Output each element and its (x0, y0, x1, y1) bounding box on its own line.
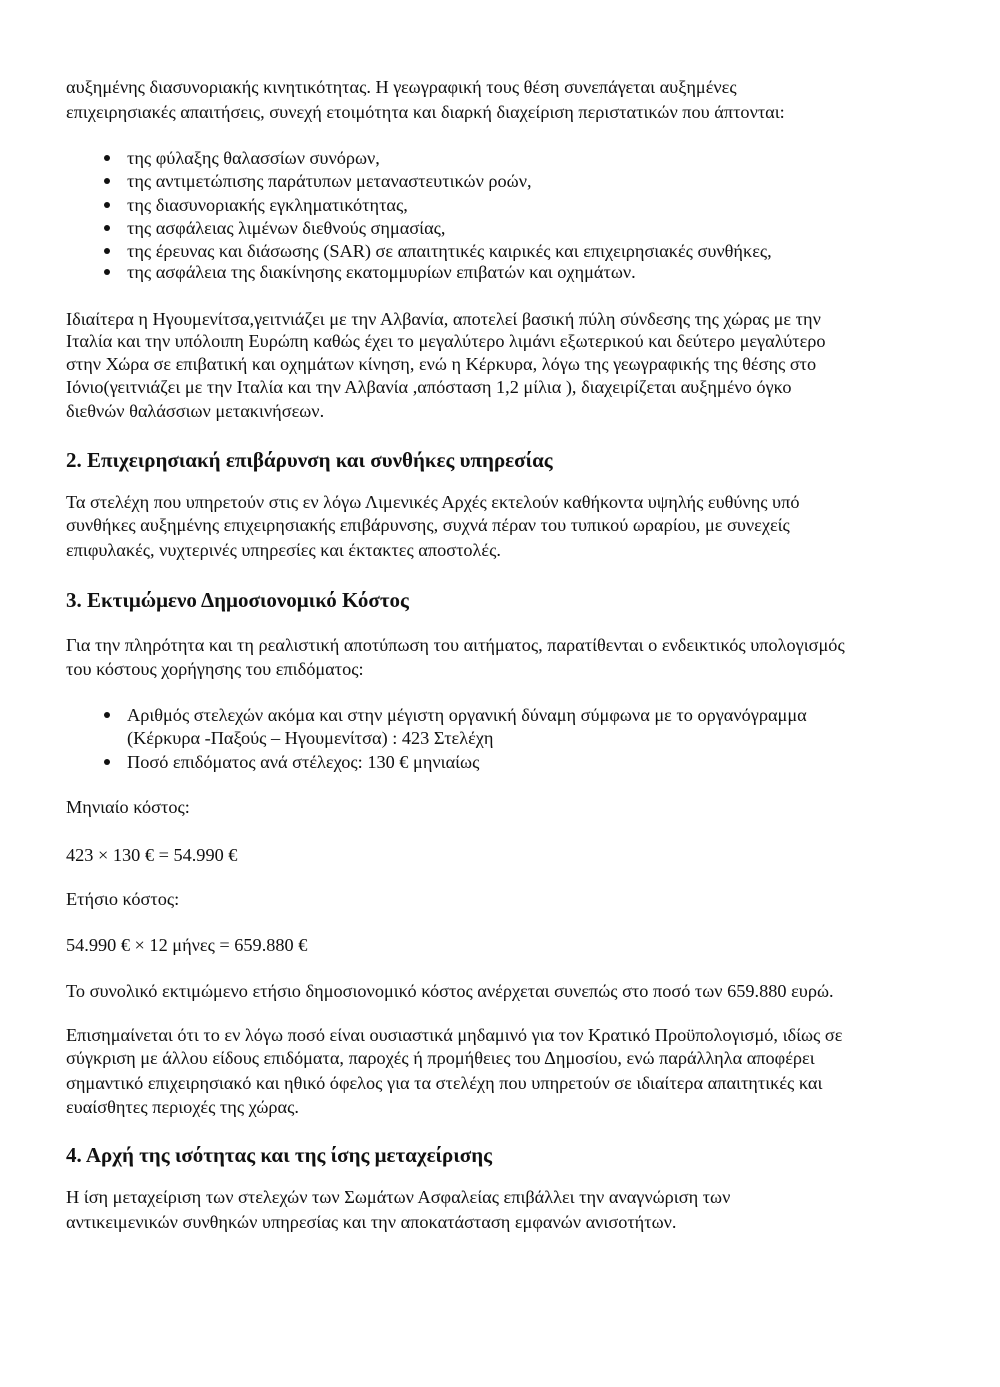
paragraph-line: Ιδιαίτερα η Ηγουμενίτσα,γειτνιάζει με την Αλβανία, αποτελεί βασική πύλη σύνδεσης της χώρας με την (66, 309, 821, 329)
bullet-icon (104, 712, 110, 718)
monthly-cost-calc: 423 × 130 € = 54.990 € (66, 845, 238, 865)
total-cost-statement: Το συνολικό εκτιμώμενο ετήσιο δημοσιονομικό κόστος ανέρχεται συνεπώς στο ποσό των 659.880 ευρώ. (66, 981, 834, 1001)
paragraph-line: επιχειρησιακές απαιτήσεις, συνεχή ετοιμότητα και διαρκή διαχείριση περιστατικών που άπτονται: (66, 102, 785, 122)
list-item: της ασφάλεια της διακίνησης εκατομμυρίων επιβατών και οχημάτων. (127, 262, 636, 282)
paragraph-line: στην Χώρα σε επιβατική και οχημάτων κίνηση, ενώ η Κέρκυρα, λόγω της γεωγραφικής της θέσης στο (66, 354, 817, 374)
paragraph-line: Ιόνιο(γειτνιάζει με την Ιταλία και την Αλβανία ,απόσταση 1,2 μίλια ), διαχειρίζεται αυξημένο όγκο (66, 377, 792, 397)
paragraph-line: αντικειμενικών συνθηκών υπηρεσίας και την αποκατάσταση εμφανών ανισοτήτων. (66, 1212, 677, 1232)
paragraph-line: του κόστους χορήγησης του επιδόματος: (66, 659, 364, 679)
annual-cost-label: Ετήσιο κόστος: (66, 889, 180, 909)
paragraph-line: Επισημαίνεται ότι το εν λόγω ποσό είναι ουσιαστικά μηδαμινό για τον Κρατικό Προϋπολογισμό, ιδίως σε (66, 1025, 843, 1045)
section-heading: 3. Εκτιμώμενο Δημοσιονομικό Κόστος (66, 588, 409, 612)
bullet-icon (104, 155, 110, 161)
list-item: της ασφάλειας λιμένων διεθνούς σημασίας, (127, 218, 446, 238)
bullet-icon (104, 225, 110, 231)
list-item: της αντιμετώπισης παράτυπων μεταναστευτικών ροών, (127, 171, 532, 191)
section-heading: 2. Επιχειρησιακή επιβάρυνση και συνθήκες υπηρεσίας (66, 448, 553, 472)
paragraph-line: Για την πληρότητα και τη ρεαλιστική αποτύπωση του αιτήματος, παρατίθενται ο ενδεικτικός υπολογισμός (66, 635, 845, 655)
section-heading: 4. Αρχή της ισότητας και της ίσης μεταχείρισης (66, 1143, 493, 1167)
list-item: της φύλαξης θαλασσίων συνόρων, (127, 148, 380, 168)
bullet-icon (104, 269, 110, 275)
monthly-cost-label: Μηνιαίο κόστος: (66, 797, 190, 817)
paragraph-line: επιφυλακές, νυχτερινές υπηρεσίες και έκτακτες αποστολές. (66, 540, 501, 560)
bullet-icon (104, 248, 110, 254)
paragraph-line: διεθνών θαλάσσιων μετακινήσεων. (66, 401, 325, 421)
bullet-icon (104, 759, 110, 765)
paragraph-line: αυξημένης διασυνοριακής κινητικότητας. Η γεωγραφική τους θέση συνεπάγεται αυξημένες (66, 77, 737, 97)
bullet-icon (104, 202, 110, 208)
list-item: Αριθμός στελεχών ακόμα και στην μέγιστη οργανική δύναμη σύμφωνα με το οργανόγραμμα (127, 705, 807, 725)
paragraph-line: συνθήκες αυξημένης επιχειρησιακής επιβάρυνσης, συχνά πέραν του τυπικού ωραρίου, με συνεχείς (66, 515, 790, 535)
list-item: της έρευνας και διάσωσης (SAR) σε απαιτητικές καιρικές και επιχειρησιακές συνθήκες, (127, 241, 772, 261)
bullet-icon (104, 178, 110, 184)
paragraph-line: σημαντικό επιχειρησιακό και ηθικό όφελος για τα στελέχη που υπηρετούν σε ιδιαίτερα απαιτητικές και (66, 1073, 823, 1093)
list-item-continuation: (Κέρκυρα -Παξούς – Ηγουμενίτσα) : 423 Στελέχη (127, 728, 494, 748)
list-item: της διασυνοριακής εγκληματικότητας, (127, 195, 408, 215)
list-item: Ποσό επιδόματος ανά στέλεχος: 130 € μηνιαίως (127, 752, 480, 772)
paragraph-line: σύγκριση με άλλου είδους επιδόματα, παροχές ή προμήθειες του Δημοσίου, ενώ παράλληλα αποφέρει (66, 1048, 815, 1068)
annual-cost-calc: 54.990 € × 12 μήνες = 659.880 € (66, 935, 308, 955)
paragraph-line: Η ίση μεταχείριση των στελεχών των Σωμάτων Ασφαλείας επιβάλλει την αναγνώριση των (66, 1187, 731, 1207)
paragraph-line: Τα στελέχη που υπηρετούν στις εν λόγω Λιμενικές Αρχές εκτελούν καθήκοντα υψηλής ευθύνης υπό (66, 492, 800, 512)
paragraph-line: ευαίσθητες περιοχές της χώρας. (66, 1097, 299, 1117)
paragraph-line: Ιταλία και την υπόλοιπη Ευρώπη καθώς έχει το μεγαλύτερο λιμάνι εξωτερικού και δεύτερο μεγαλύτερο (66, 331, 826, 351)
